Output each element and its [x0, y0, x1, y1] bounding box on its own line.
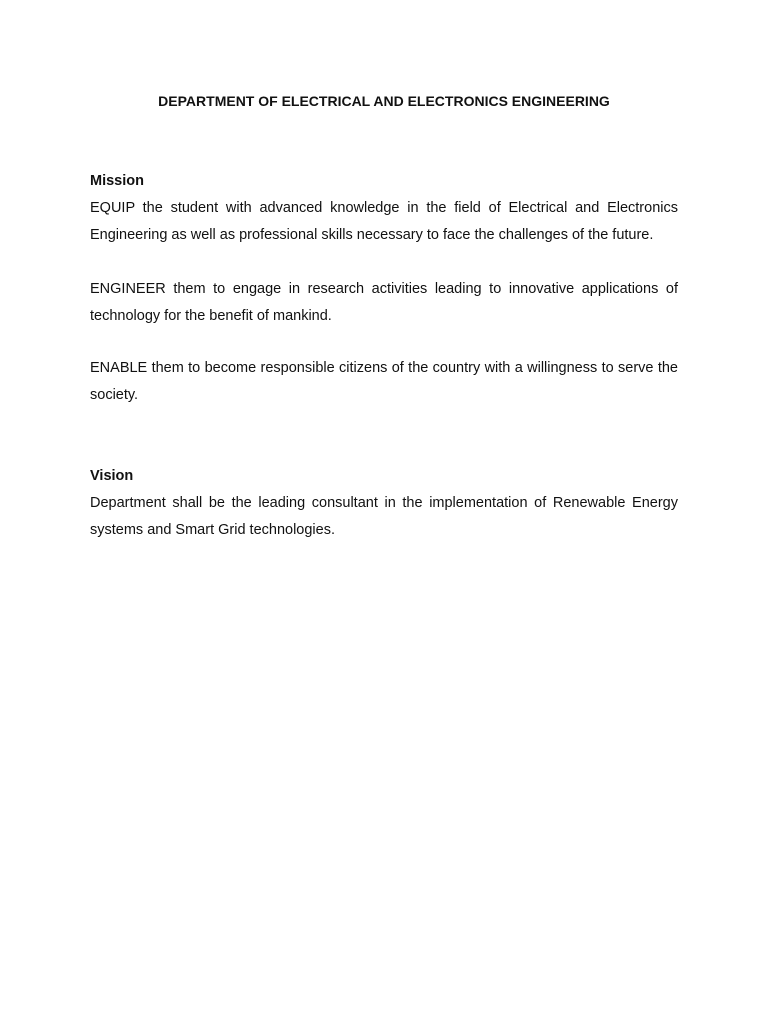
mission-heading: Mission: [90, 173, 144, 189]
mission-paragraph-equip: EQUIP the student with advanced knowledge in the field of Electrical and Electronics Engineering as well as professional skills necessary to face the challenges of the future.: [90, 200, 678, 243]
vision-paragraph: Department shall be the leading consultant in the implementation of Renewable Energy systems and Smart Grid technologies.: [90, 495, 678, 538]
vision-heading: Vision: [90, 468, 134, 484]
page-title: DEPARTMENT OF ELECTRICAL AND ELECTRONICS ENGINEERING: [158, 93, 610, 109]
mission-paragraph-enable: ENABLE them to become responsible citizens of the country with a willingness to serve the society.: [90, 360, 678, 403]
mission-paragraph-engineer: ENGINEER them to engage in research activities leading to innovative applications of technology for the benefit of mankind.: [90, 281, 678, 324]
